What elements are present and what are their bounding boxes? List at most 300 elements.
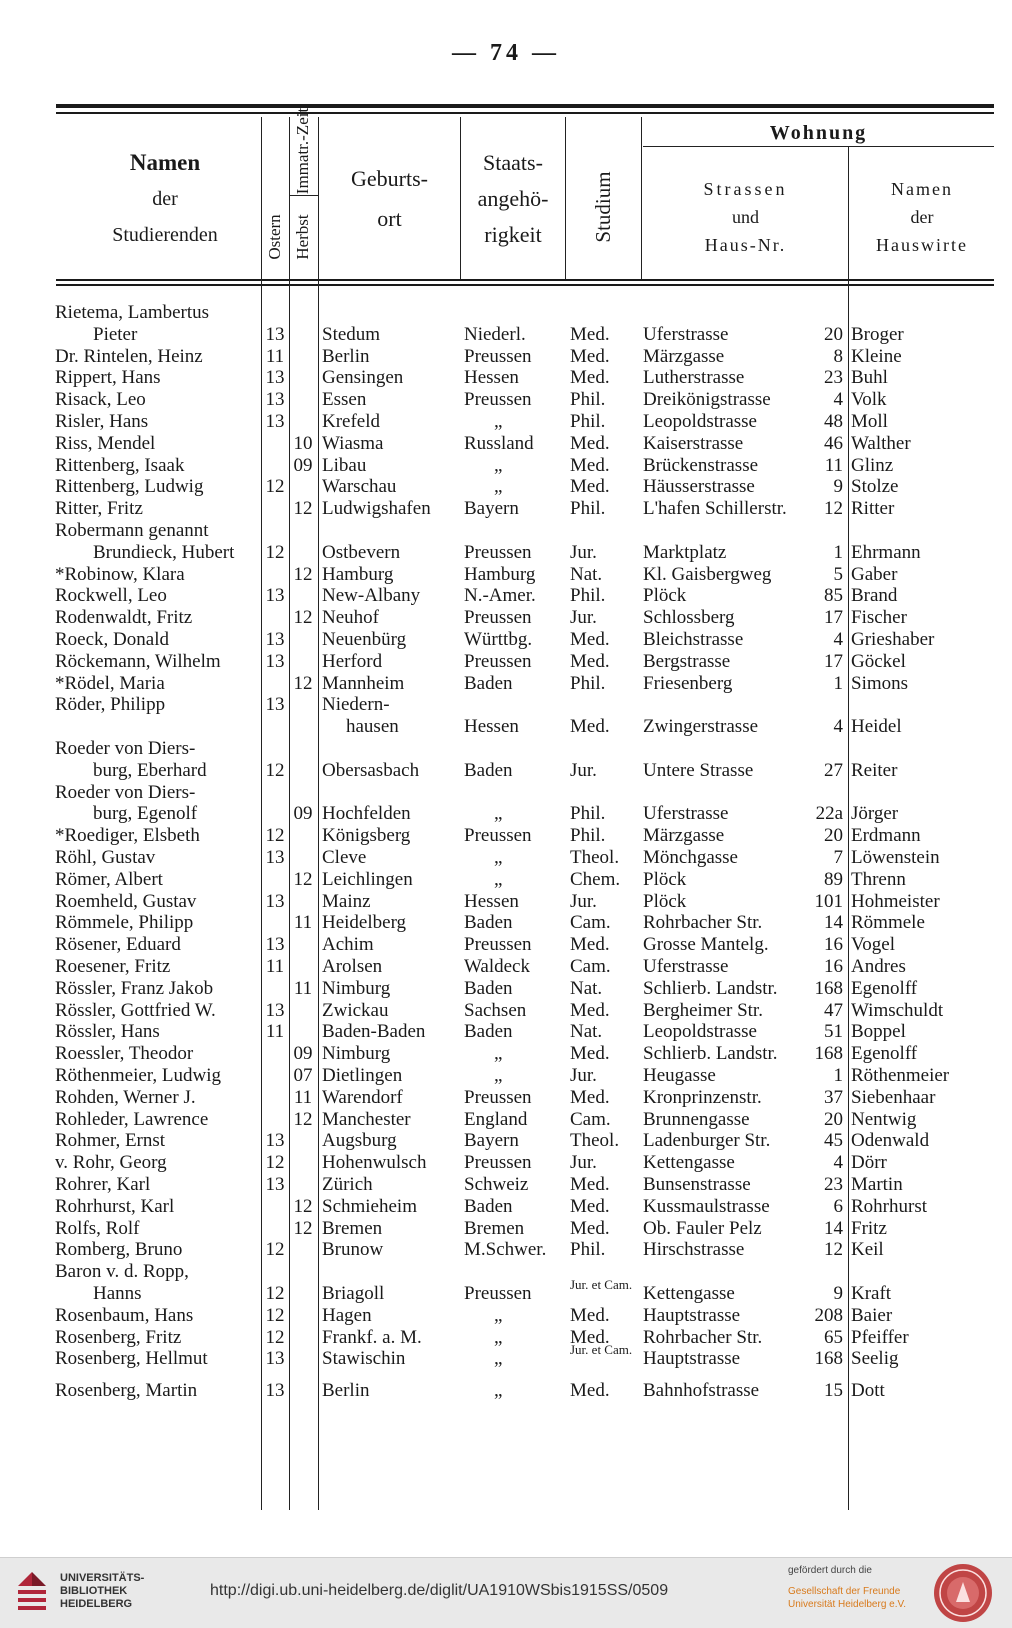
- table-row: [0, 847, 1012, 869]
- immatr-herbst: 12: [293, 869, 313, 890]
- birthplace: Herford: [322, 651, 383, 672]
- house-number: 5: [833, 564, 843, 585]
- immatr-ostern: 12: [265, 1283, 285, 1304]
- street: Kettengasse: [643, 1283, 735, 1304]
- birthplace: Baden-Baden: [322, 1021, 426, 1042]
- street: Rohrbacher Str.: [643, 912, 763, 933]
- table-row: [0, 1000, 1012, 1022]
- field-of-study: Jur.: [570, 1065, 597, 1086]
- house-number: 16: [824, 956, 843, 977]
- student-name: Rittenberg, Isaak: [55, 455, 185, 476]
- immatr-ostern: 13: [265, 367, 285, 388]
- table-row: [0, 1130, 1012, 1152]
- nationality: Preussen: [464, 1283, 532, 1304]
- house-number: 48: [824, 411, 843, 432]
- table-row: [0, 760, 1012, 782]
- nationality: „: [494, 1043, 503, 1064]
- header-ostern: Ostern: [265, 214, 284, 260]
- house-number: 23: [824, 367, 843, 388]
- field-of-study: Phil.: [570, 1239, 606, 1260]
- student-name: Rohleder, Lawrence: [55, 1109, 209, 1130]
- house-number: 47: [824, 1000, 843, 1021]
- landlord: Wimschuldt: [851, 1000, 944, 1021]
- table-row: [0, 869, 1012, 891]
- immatr-herbst: 09: [293, 803, 313, 824]
- house-number: 45: [824, 1130, 843, 1151]
- landlord: Threnn: [851, 869, 906, 890]
- house-number: 14: [824, 912, 843, 933]
- birthplace: Ludwigshafen: [322, 498, 431, 519]
- nationality: Preussen: [464, 1087, 532, 1108]
- landlord: Walther: [851, 433, 911, 454]
- immatr-herbst: 11: [293, 978, 313, 999]
- immatr-ostern: 11: [265, 1021, 285, 1042]
- student-name: Dr. Rintelen, Heinz: [55, 346, 203, 367]
- table-row: [0, 498, 1012, 520]
- house-number: 20: [824, 324, 843, 345]
- street: Mönchgasse: [643, 847, 738, 868]
- street: Grosse Mantelg.: [643, 934, 769, 955]
- landlord: Kraft: [851, 1283, 892, 1304]
- house-number: 65: [824, 1327, 843, 1348]
- student-name: Röhl, Gustav: [55, 847, 156, 868]
- immatr-ostern: 12: [265, 1305, 285, 1326]
- street: Brunnengasse: [643, 1109, 750, 1130]
- landlord: Stolze: [851, 476, 899, 497]
- nationality: Bremen: [464, 1218, 525, 1239]
- immatr-ostern: 13: [265, 324, 285, 345]
- birthplace: Bremen: [322, 1218, 383, 1239]
- student-name: Rosenbaum, Hans: [55, 1305, 194, 1326]
- landlord: Pfeiffer: [851, 1327, 909, 1348]
- street: Kl. Gaisbergweg: [643, 564, 772, 585]
- table-row: [0, 302, 1012, 324]
- student-name: Rosenberg, Fritz: [55, 1327, 182, 1348]
- nationality: Preussen: [464, 651, 532, 672]
- house-number: 168: [814, 978, 843, 999]
- student-name: Rosenberg, Hellmut: [55, 1348, 208, 1369]
- field-of-study: Jur.: [570, 607, 597, 628]
- student-name: Rössler, Franz Jakob: [55, 978, 214, 999]
- student-name: Rietema, Lambertus: [55, 302, 210, 323]
- street: Zwingerstrasse: [643, 716, 759, 737]
- student-name: Roessler, Theodor: [55, 1043, 194, 1064]
- birthplace: Cleve: [322, 847, 367, 868]
- landlord: Ritter: [851, 498, 895, 519]
- street: Bergheimer Str.: [643, 1000, 763, 1021]
- nationality: Baden: [464, 1021, 513, 1042]
- col-line-geburtsort: [460, 117, 461, 279]
- student-name: Rohmer, Ernst: [55, 1130, 166, 1151]
- immatr-ostern: 13: [265, 651, 285, 672]
- header-bottom-rule-2: [56, 284, 994, 286]
- birthplace: Mainz: [322, 891, 371, 912]
- student-name: Rössler, Hans: [55, 1021, 160, 1042]
- immatr-ostern: 13: [265, 847, 285, 868]
- field-of-study: Theol.: [570, 1130, 620, 1151]
- landlord: Glinz: [851, 455, 894, 476]
- header-wohnung: Wohnung: [769, 122, 868, 144]
- field-of-study: Med.: [570, 455, 610, 476]
- street: Leopoldstrasse: [643, 411, 757, 432]
- student-name: Brundieck, Hubert: [93, 542, 235, 563]
- table-row: [0, 476, 1012, 498]
- student-name: Risler, Hans: [55, 411, 149, 432]
- birthplace: Königsberg: [322, 825, 411, 846]
- house-number: 4: [833, 1152, 843, 1173]
- table-row: [0, 324, 1012, 346]
- immatr-ostern: 13: [265, 1130, 285, 1151]
- landlord: Keil: [851, 1239, 884, 1260]
- street: Hirschstrasse: [643, 1239, 745, 1260]
- student-name: Roeck, Donald: [55, 629, 169, 650]
- street: Plöck: [643, 869, 687, 890]
- birthplace: Zürich: [322, 1174, 373, 1195]
- student-name: burg, Egenolf: [93, 803, 198, 824]
- nationality: Baden: [464, 760, 513, 781]
- immatr-ostern: 13: [265, 585, 285, 606]
- immatr-herbst: 07: [293, 1065, 313, 1086]
- house-number: 85: [824, 585, 843, 606]
- student-name: Röder, Philipp: [55, 694, 166, 715]
- table-row: [0, 1043, 1012, 1065]
- student-name: Rittenberg, Ludwig: [55, 476, 204, 497]
- immatr-herbst: 12: [293, 1196, 313, 1217]
- birthplace: Manchester: [322, 1109, 411, 1130]
- immatr-herbst: 12: [293, 498, 313, 519]
- header-namen-wirt: Namen: [891, 179, 953, 199]
- immatr-herbst: 12: [293, 607, 313, 628]
- nationality: „: [494, 847, 503, 868]
- street: Uferstrasse: [643, 956, 729, 977]
- house-number: 8: [833, 346, 843, 367]
- nationality: „: [494, 803, 503, 824]
- immatr-ostern: 13: [265, 1000, 285, 1021]
- birthplace: Libau: [322, 455, 367, 476]
- immatr-herbst: 12: [293, 1218, 313, 1239]
- field-of-study: Med.: [570, 629, 610, 650]
- house-number: 168: [814, 1043, 843, 1064]
- street: Bleichstrasse: [643, 629, 744, 650]
- landlord: Egenolff: [851, 978, 918, 999]
- street: L'hafen Schillerstr.: [643, 498, 787, 519]
- table-row: [0, 891, 1012, 913]
- student-name: Rösener, Eduard: [55, 934, 181, 955]
- table-row: [0, 1174, 1012, 1196]
- landlord: Göckel: [851, 651, 906, 672]
- nationality: Preussen: [464, 934, 532, 955]
- student-name: Rippert, Hans: [55, 367, 161, 388]
- immatr-ostern: 12: [265, 760, 285, 781]
- header-rigkeit: rigkeit: [484, 222, 542, 247]
- header-immatr-zeit: Immatr.-Zeit: [293, 107, 312, 195]
- field-of-study: Nat.: [570, 1021, 603, 1042]
- street: Ladenburger Str.: [643, 1130, 771, 1151]
- field-of-study: Chem.: [570, 869, 621, 890]
- nationality: „: [494, 1065, 503, 1086]
- header-bottom-rule: [56, 279, 994, 281]
- field-of-study: Med.: [570, 433, 610, 454]
- street: Kussmaulstrasse: [643, 1196, 770, 1217]
- student-name: Roeder von Diers-: [55, 738, 196, 759]
- birthplace: Arolsen: [322, 956, 383, 977]
- birthplace: Niedern-: [322, 694, 390, 715]
- landlord: Hohmeister: [851, 891, 940, 912]
- nationality: „: [494, 476, 503, 497]
- student-name: Rohrer, Karl: [55, 1174, 151, 1195]
- student-name: Riss, Mendel: [55, 433, 156, 454]
- street: Bergstrasse: [643, 651, 731, 672]
- street: Dreikönigstrasse: [643, 389, 771, 410]
- nationality: Preussen: [464, 607, 532, 628]
- nationality: Sachsen: [464, 1000, 527, 1021]
- nationality: Württbg.: [464, 629, 533, 650]
- table-row: [0, 520, 1012, 542]
- landlord: Erdmann: [851, 825, 921, 846]
- table-row: [0, 912, 1012, 934]
- street: Ob. Fauler Pelz: [643, 1218, 762, 1239]
- table-row: [0, 956, 1012, 978]
- field-of-study: Phil.: [570, 673, 606, 694]
- table-row: [0, 1327, 1012, 1349]
- nationality: Preussen: [464, 389, 532, 410]
- nationality: Hessen: [464, 891, 519, 912]
- landlord: Kleine: [851, 346, 902, 367]
- nationality: Preussen: [464, 1152, 532, 1173]
- table-row: [0, 1087, 1012, 1109]
- nationality: Baden: [464, 978, 513, 999]
- immatr-herbst: 09: [293, 455, 313, 476]
- landlord: Jörger: [851, 803, 899, 824]
- birthplace: Essen: [322, 389, 367, 410]
- street: Friesenberg: [643, 673, 733, 694]
- birthplace: Hamburg: [322, 564, 394, 585]
- house-number: 6: [833, 1196, 843, 1217]
- birthplace: hausen: [346, 716, 399, 737]
- street: Häusserstrasse: [643, 476, 755, 497]
- house-number: 17: [824, 651, 843, 672]
- immatr-herbst: 12: [293, 1109, 313, 1130]
- table-row: [0, 1196, 1012, 1218]
- field-of-study: Med.: [570, 651, 610, 672]
- immatr-herbst: 09: [293, 1043, 313, 1064]
- field-of-study: Jur.: [570, 1152, 597, 1173]
- birthplace: Gensingen: [322, 367, 404, 388]
- header-namen: Namen: [129, 150, 201, 175]
- street: Bunsenstrasse: [643, 1174, 751, 1195]
- table-row: [0, 825, 1012, 847]
- birthplace: Hohenwulsch: [322, 1152, 427, 1173]
- header-herbst: Herbst: [293, 214, 312, 260]
- birthplace: Stedum: [322, 324, 381, 345]
- table-row: [0, 978, 1012, 1000]
- header-und: und: [732, 207, 759, 227]
- student-name: v. Rohr, Georg: [55, 1152, 167, 1173]
- table-row: [0, 564, 1012, 586]
- field-of-study: Cam.: [570, 912, 611, 933]
- house-number: 9: [833, 476, 843, 497]
- house-number: 17: [824, 607, 843, 628]
- nationality: Baden: [464, 912, 513, 933]
- birthplace: Ostbevern: [322, 542, 401, 563]
- immatr-herbst: 12: [293, 673, 313, 694]
- landlord: Egenolff: [851, 1043, 918, 1064]
- table-row: [0, 1021, 1012, 1043]
- nationality: Preussen: [464, 346, 532, 367]
- house-number: 22a: [815, 803, 843, 824]
- birthplace: Leichlingen: [322, 869, 413, 890]
- page-number: — 74 —: [452, 40, 560, 66]
- field-of-study: Med.: [570, 1305, 610, 1326]
- birthplace: Warendorf: [322, 1087, 403, 1108]
- house-number: 12: [824, 1239, 843, 1260]
- immatr-ostern: 13: [265, 389, 285, 410]
- field-of-study: Nat.: [570, 564, 603, 585]
- table-row: [0, 1152, 1012, 1174]
- nationality: N.-Amer.: [464, 585, 536, 606]
- house-number: 14: [824, 1218, 843, 1239]
- student-name: Römmele, Philipp: [55, 912, 194, 933]
- table-row: [0, 694, 1012, 716]
- field-of-study: Jur.: [570, 542, 597, 563]
- house-number: 4: [833, 716, 843, 737]
- immatr-ostern: 12: [265, 476, 285, 497]
- table-row: [0, 716, 1012, 738]
- house-number: 1: [833, 1065, 843, 1086]
- birthplace: Krefeld: [322, 411, 381, 432]
- house-number: 168: [814, 1348, 843, 1369]
- house-number: 4: [833, 629, 843, 650]
- table-row: [0, 1109, 1012, 1131]
- library-name: UNIVERSITÄTS- BIBLIOTHEK HEIDELBERG: [60, 1572, 145, 1610]
- student-name: Romberg, Bruno: [55, 1239, 183, 1260]
- field-of-study: Phil.: [570, 585, 606, 606]
- landlord: Odenwald: [851, 1130, 930, 1151]
- immatr-ostern: 11: [265, 346, 285, 367]
- immatr-herbst: 11: [293, 912, 313, 933]
- top-rule-thin: [56, 112, 994, 114]
- birthplace: Wiasma: [322, 433, 384, 454]
- landlord: Boppel: [851, 1021, 906, 1042]
- house-number: 20: [824, 1109, 843, 1130]
- birthplace: Heidelberg: [322, 912, 407, 933]
- field-of-study: Theol.: [570, 847, 620, 868]
- street: Hauptstrasse: [643, 1305, 741, 1326]
- field-of-study: Med.: [570, 1174, 610, 1195]
- header-angehoe: angehö-: [477, 186, 549, 211]
- street: Rohrbacher Str.: [643, 1327, 763, 1348]
- table-row: [0, 389, 1012, 411]
- nationality: M.Schwer.: [464, 1239, 547, 1260]
- permalink-url[interactable]: http://digi.ub.uni-heidelberg.de/diglit/UA1910WSbis1915SS/0509: [210, 1582, 669, 1599]
- student-name: Baron v. d. Ropp,: [55, 1261, 189, 1282]
- house-number: 1: [833, 673, 843, 694]
- nationality: Hamburg: [464, 564, 536, 585]
- nationality: Bayern: [464, 1130, 519, 1151]
- house-number: 208: [814, 1305, 843, 1326]
- student-name: Rodenwaldt, Fritz: [55, 607, 193, 628]
- street: Untere Strasse: [643, 760, 754, 781]
- student-name: Roemheld, Gustav: [55, 891, 197, 912]
- house-number: 1: [833, 542, 843, 563]
- landlord: Rohrhurst: [851, 1196, 927, 1217]
- birthplace: Berlin: [322, 1380, 370, 1401]
- nationality: „: [494, 1380, 503, 1401]
- house-number: 101: [814, 891, 843, 912]
- student-name: *Roediger, Elsbeth: [55, 825, 200, 846]
- table-row: [0, 411, 1012, 433]
- birthplace: Stawischin: [322, 1348, 406, 1369]
- birthplace: Dietlingen: [322, 1065, 403, 1086]
- immatr-ostern: 12: [265, 1327, 285, 1348]
- landlord: Röthenmeier: [851, 1065, 950, 1086]
- nationality: Baden: [464, 673, 513, 694]
- street: Leopoldstrasse: [643, 1021, 757, 1042]
- student-name: Roeder von Diers-: [55, 782, 196, 803]
- nationality: „: [494, 1305, 503, 1326]
- header-strassen: Strassen: [703, 179, 788, 199]
- field-of-study: Med.: [570, 1043, 610, 1064]
- col-line-staat: [565, 117, 566, 279]
- landlord: Buhl: [851, 367, 888, 388]
- nationality: England: [464, 1109, 528, 1130]
- immatr-herbst: 10: [293, 433, 313, 454]
- house-number: 9: [833, 1283, 843, 1304]
- birthplace: Hagen: [322, 1305, 372, 1326]
- student-name: Ritter, Fritz: [55, 498, 143, 519]
- table-row: [0, 782, 1012, 804]
- birthplace: Zwickau: [322, 1000, 389, 1021]
- table-row: [0, 1342, 1012, 1370]
- student-name: Rössler, Gottfried W.: [55, 1000, 216, 1021]
- student-name: Rosenberg, Martin: [55, 1380, 198, 1401]
- header-geburts: Geburts-: [351, 166, 428, 191]
- student-name: Hanns: [93, 1283, 142, 1304]
- header-studierenden: Studierenden: [112, 224, 218, 246]
- student-name: Robermann genannt: [55, 520, 209, 541]
- landlord: Andres: [851, 956, 906, 977]
- student-name: Rohden, Werner J.: [55, 1087, 196, 1108]
- nationality: „: [494, 455, 503, 476]
- landlord: Fritz: [851, 1218, 887, 1239]
- house-number: 7: [833, 847, 843, 868]
- table-row: [0, 651, 1012, 673]
- house-number: 15: [824, 1380, 843, 1401]
- table-row: [0, 1380, 1012, 1402]
- immatr-ostern: 13: [265, 934, 285, 955]
- table-row: [0, 433, 1012, 455]
- street: Kaiserstrasse: [643, 433, 744, 454]
- table-row: [0, 934, 1012, 956]
- field-of-study: Phil.: [570, 411, 606, 432]
- landlord: Volk: [851, 389, 887, 410]
- birthplace: Achim: [322, 934, 374, 955]
- field-of-study: Cam.: [570, 956, 611, 977]
- nationality: Baden: [464, 1196, 513, 1217]
- table-row: [0, 1261, 1012, 1283]
- field-of-study: Nat.: [570, 978, 603, 999]
- birthplace: Brunow: [322, 1239, 384, 1260]
- street: Kettengasse: [643, 1152, 735, 1173]
- table-row: [0, 607, 1012, 629]
- house-number: 51: [824, 1021, 843, 1042]
- table-row: [0, 1277, 1012, 1305]
- field-of-study: Phil.: [570, 498, 606, 519]
- nationality: „: [494, 1348, 503, 1369]
- field-of-study: Med.: [570, 1380, 610, 1401]
- header-ort: ort: [377, 206, 402, 231]
- sponsor-text: gefördert durch die Gesellschaft der Freunde Universität Heidelberg e.V.: [788, 1565, 907, 1610]
